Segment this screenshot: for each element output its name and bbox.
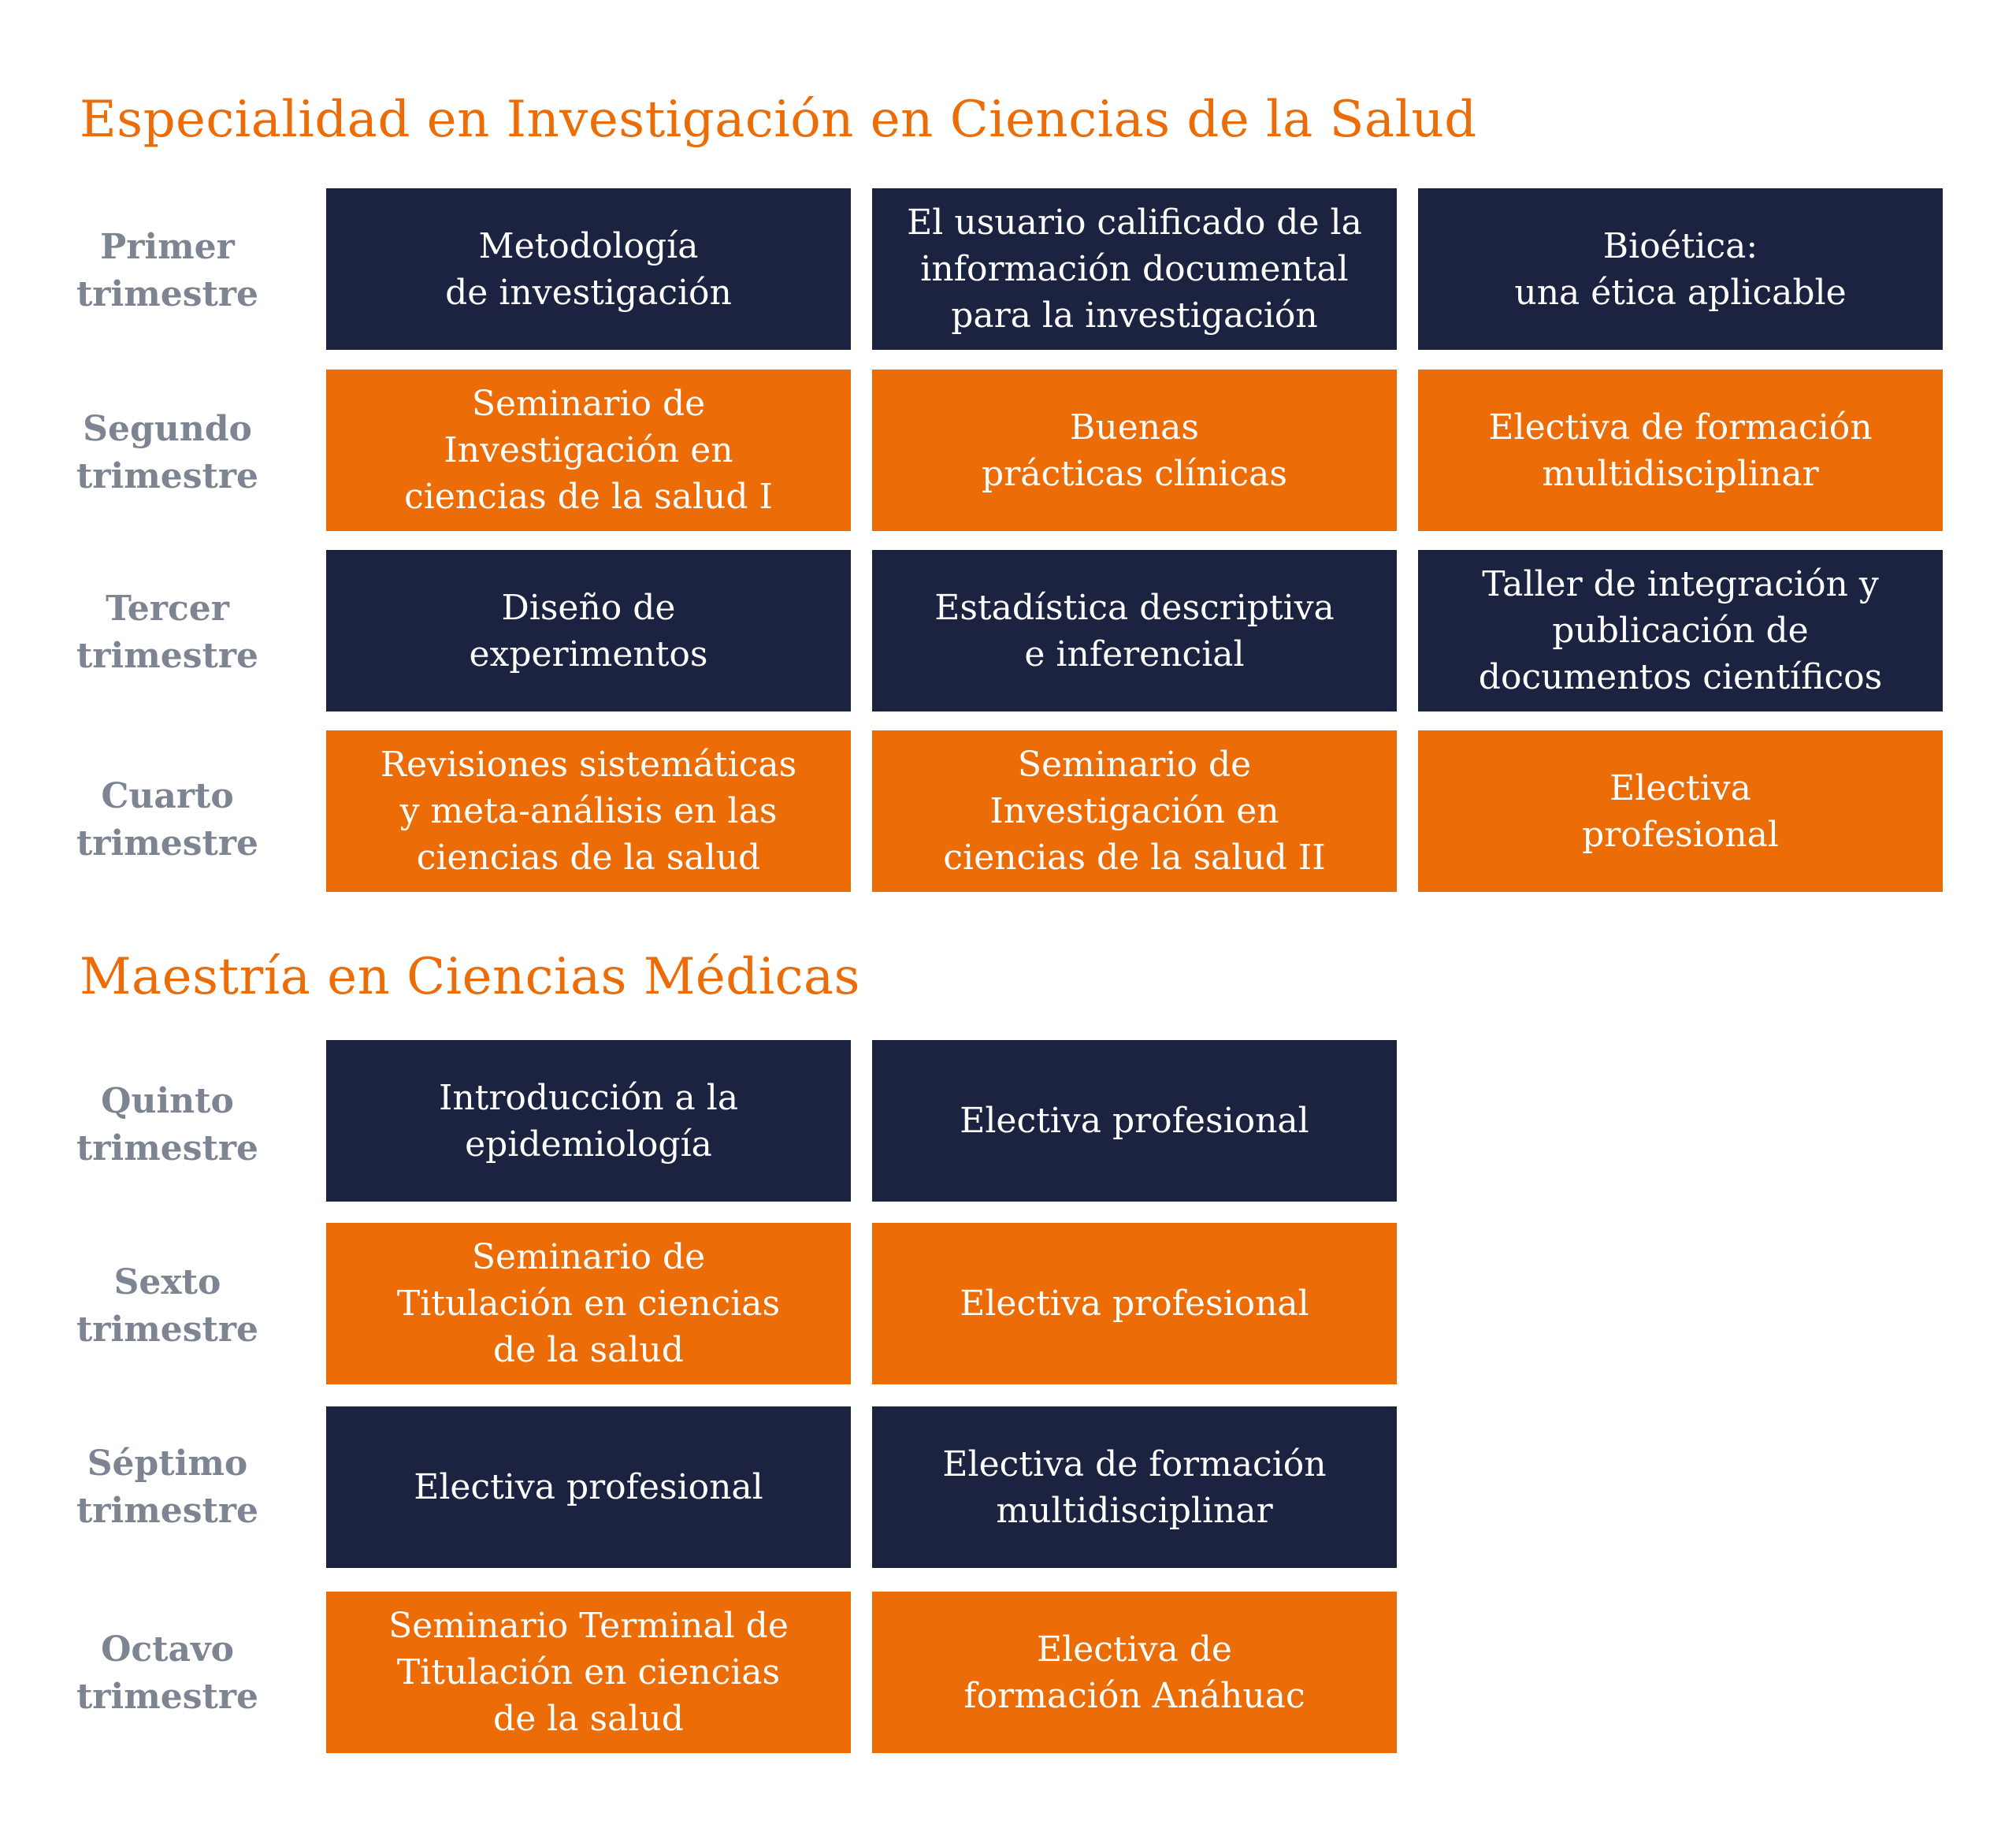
trimester-label-line: Tercer [106,589,229,629]
course-box [872,730,1397,892]
course-box [872,1223,1397,1384]
course-box [326,188,851,350]
course-name: Taller de integración y publicación de documentos científicos [1478,564,1883,697]
trimester-label-line: Segundo [83,409,252,449]
course-box [326,730,851,892]
trimester-label-line: trimestre [76,823,259,864]
course-name: Electiva profesional [1582,767,1779,855]
trimester-label-line: Primer [100,227,235,267]
trimester-label-line: Sexto [113,1262,221,1302]
course-name: Revisiones sistemáticas y meta-análisis en las ciencias de la salud [380,745,797,878]
course-name: Bioética: una ética aplicable [1514,225,1847,313]
section-title: Especialidad en Investigación en Ciencias de la Salud [80,91,1477,149]
course-name: Metodología de investigación [445,225,732,313]
trimester-label [55,1626,280,1721]
course-name: Electiva profesional [960,1101,1309,1141]
course-box [326,1040,851,1202]
trimester-label-line: trimestre [76,1491,259,1531]
course-box [872,1406,1397,1568]
course-name: El usuario calificado de la información documental para la investigación [907,202,1362,336]
trimester-label-line: trimestre [76,274,259,314]
trimester-label-line: Cuarto [101,776,234,816]
trimester-label-line: Octavo [101,1629,234,1670]
course-name: Seminario de Titulación en ciencias de la salud [396,1237,781,1370]
trimester-label-line: Séptimo [87,1443,248,1484]
course-box [872,550,1397,711]
course-box [326,1223,851,1384]
course-name: Seminario de Investigación en ciencias de la salud II [943,745,1326,878]
course-box [1418,370,1943,531]
course-name: Estadística descriptiva e inferencial [934,587,1335,674]
trimester-label [55,1259,280,1354]
course-box [872,1592,1397,1753]
section-title: Maestría en Ciencias Médicas [80,948,860,1006]
course-name: Electiva profesional [414,1467,763,1507]
course-name: Diseño de experimentos [469,587,708,674]
course-name: Electiva profesional [960,1284,1309,1324]
trimester-label [55,773,280,867]
course-box [872,1040,1397,1202]
course-box [326,550,851,711]
course-name: Electiva de formación Anáhuac [963,1629,1305,1716]
trimester-label-line: trimestre [76,456,259,496]
course-name: Seminario Terminal de Titulación en ciencias de la salud [388,1606,789,1739]
course-name: Buenas prácticas clínicas [982,407,1287,494]
trimester-label-line: trimestre [76,636,259,676]
course-box [326,1406,851,1568]
trimester-label-line: trimestre [76,1677,259,1717]
trimester-label [55,406,280,500]
course-name: Electiva de formación multidisciplinar [942,1443,1327,1531]
trimester-label-line: Quinto [101,1081,234,1121]
course-name: Seminario de Investigación en ciencias de la salud I [404,384,773,517]
trimester-label [55,224,280,318]
course-box [1418,188,1943,350]
course-name: Introducción a la epidemiología [438,1077,739,1165]
course-box [1418,730,1943,892]
course-box [326,370,851,531]
course-name: Electiva de formación multidisciplinar [1488,407,1873,494]
trimester-label-line: trimestre [76,1310,259,1350]
course-box [872,188,1397,350]
trimester-label [55,1078,280,1172]
course-box [1418,550,1943,711]
trimester-label [55,1440,280,1535]
trimester-label-line: trimestre [76,1128,259,1168]
trimester-label [55,585,280,680]
course-box [872,370,1397,531]
course-box [326,1592,851,1753]
